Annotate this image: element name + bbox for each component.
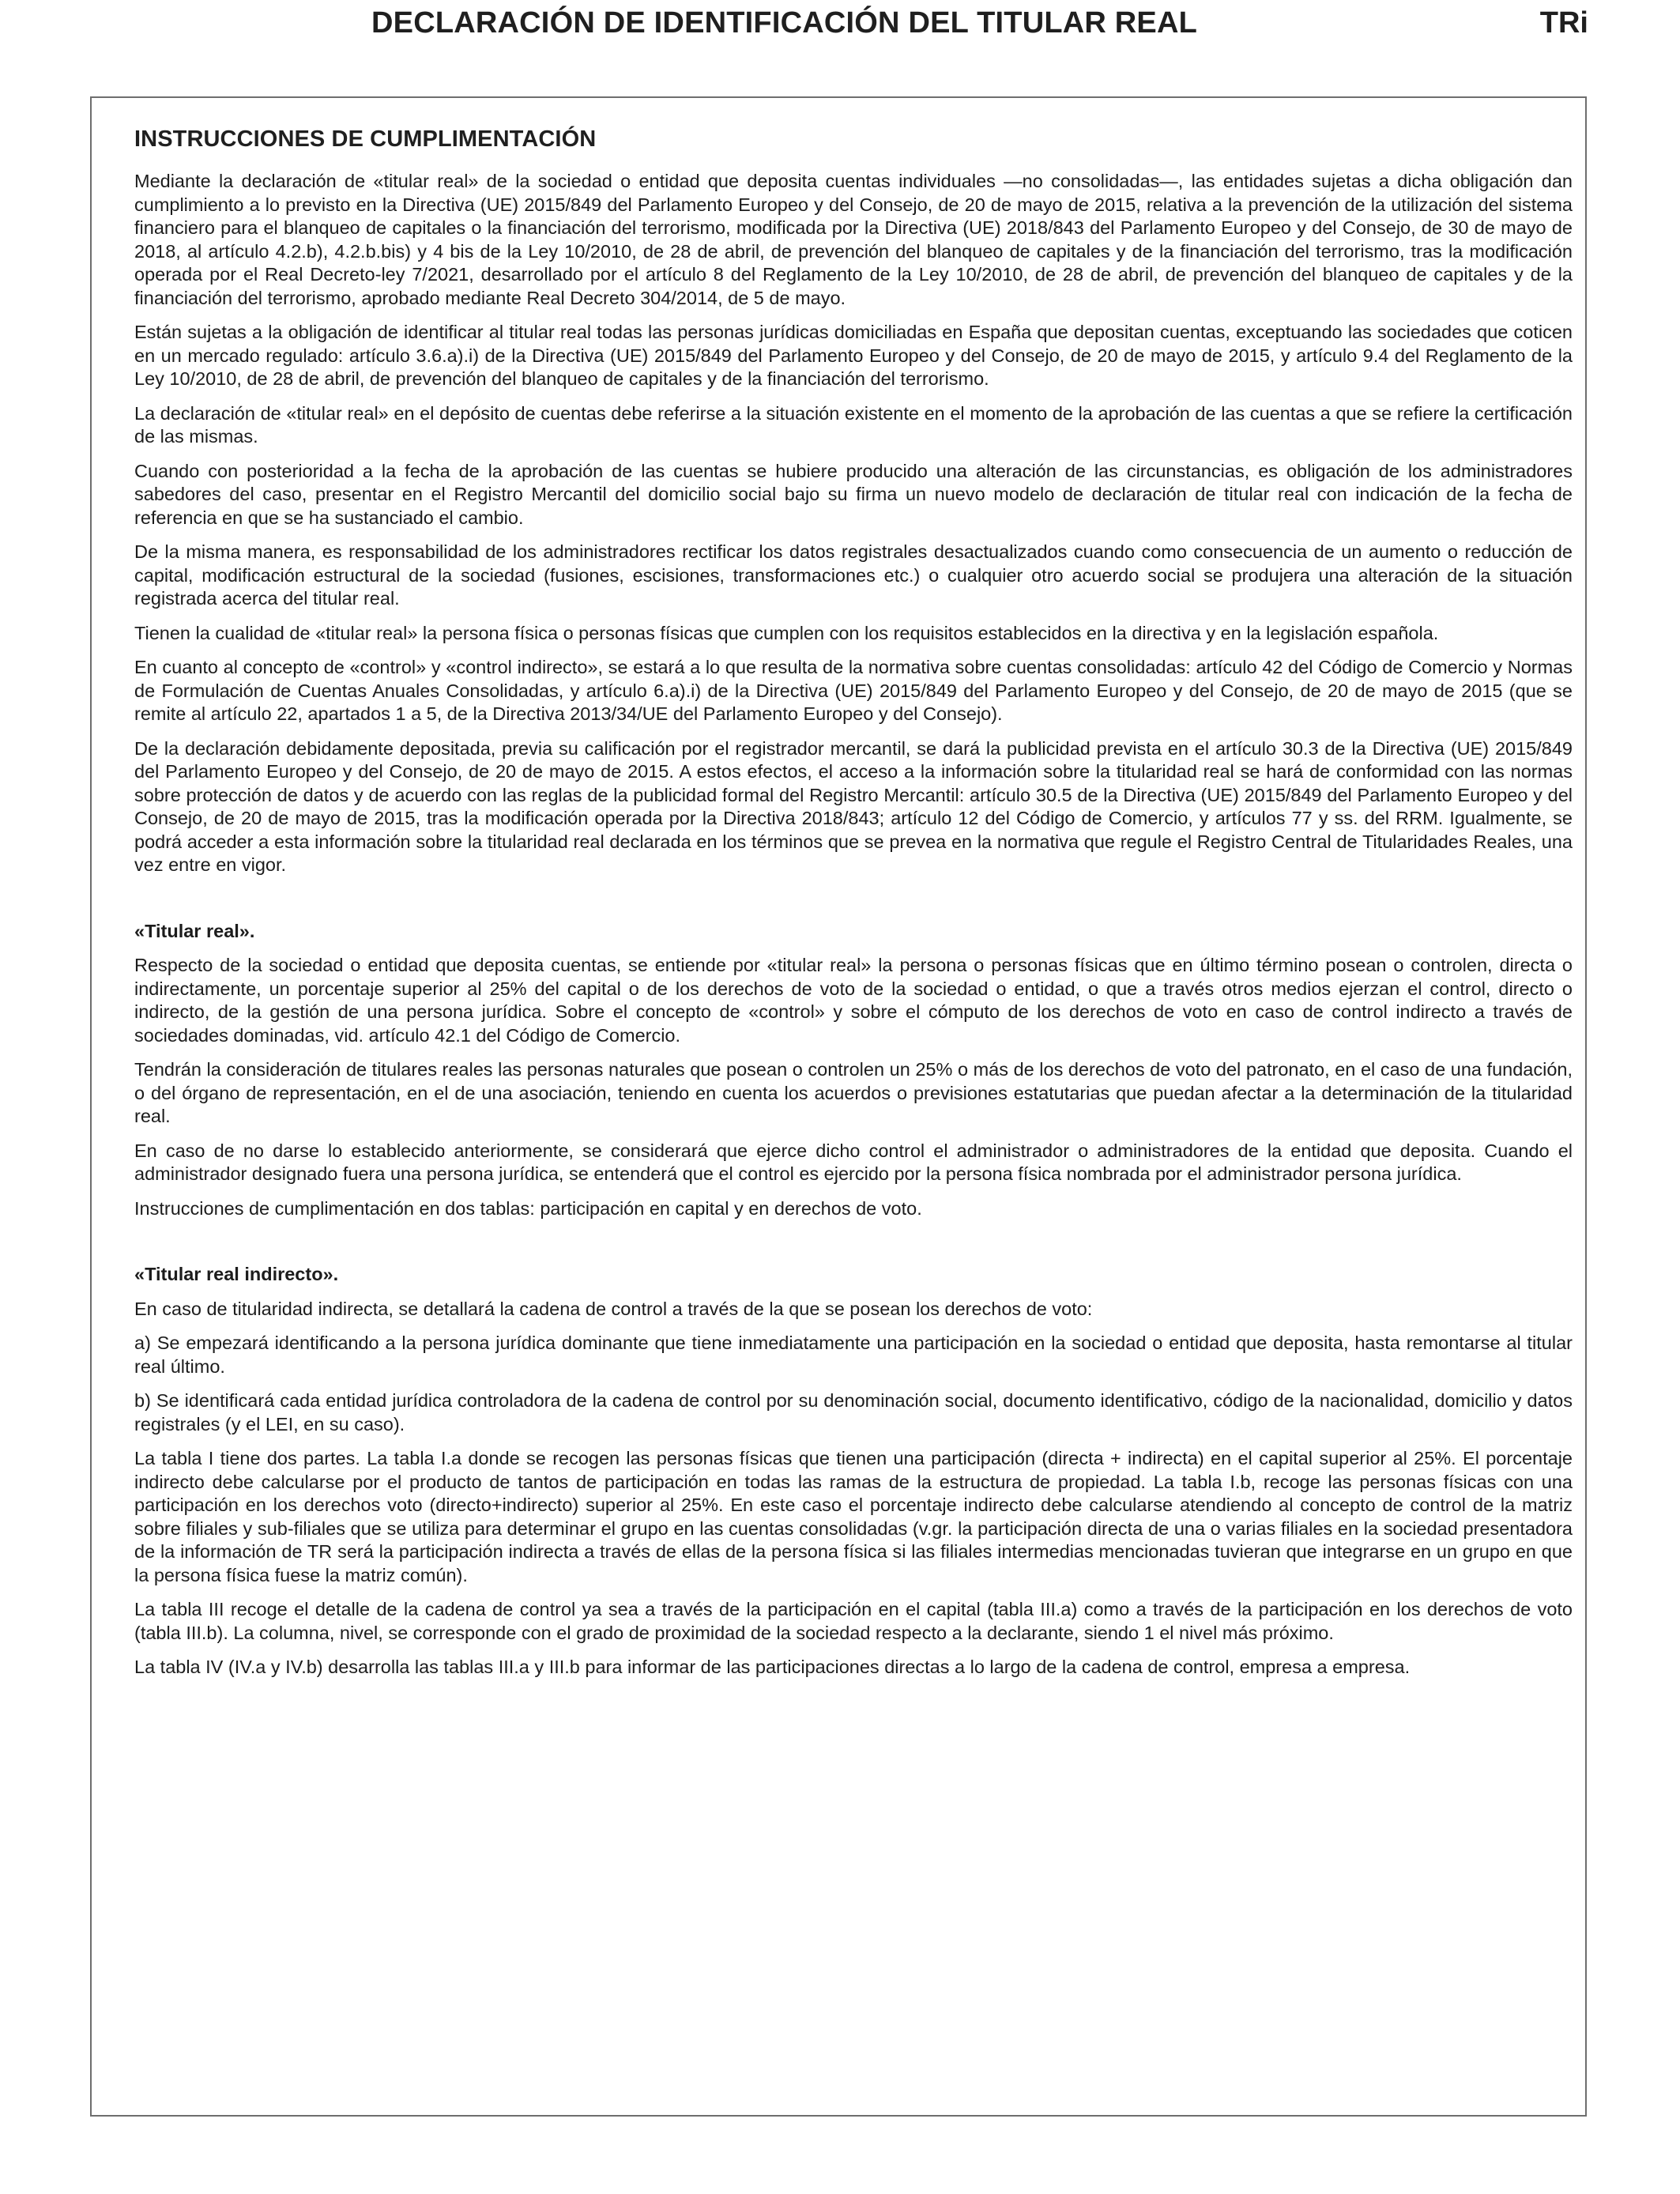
paragraph: Están sujetas a la obligación de identificar al titular real todas las personas jurídicas domiciliadas en España que depositan cuentas, exceptuando las sociedades que coticen en un mercado regulado: artículo 3.6.a).i) de la Directiva (UE) 2015/849 del Parlamento Europeo y del Consejo, de 20 de mayo de 2015, y artículo 9.4 del Reglamento de la Ley 10/2010, de 28 de abril, de prevención del blanqueo de capitales y de la financiación del terrorismo. [134,322,1573,389]
paragraph: En cuanto al concepto de «control» y «control indirecto», se estará a lo que resulta de la normativa sobre cuentas consolidadas: artículo 42 del Código de Comercio y Normas de Formulación de Cuentas Anuales Consolidadas, y artículo 6.a).i) de la Directiva (UE) 2015/849 del Parlamento Europeo y del Consejo, de 20 de mayo de 2015 (que se remite al artículo 22, apartados 1 a 5, de la Directiva 2013/34/UE del Parlamento Europeo y del Consejo). [134,657,1573,724]
paragraph: La tabla I tiene dos partes. La tabla I.a donde se recogen las personas físicas que tienen una participación (directa + indirecta) en el capital superior al 25%. El porcentaje indirecto debe calcularse por el producto de tantos de participación en todas las ramas de la estructura de propiedad. La tabla I.b, recoge las personas físicas con una participación en los derechos voto (directo+indirecto) superior al 25%. En este caso el porcentaje indirecto debe calcularse atendiendo al concepto de control de la matriz sobre filiales y sub-filiales que se utiliza para determinar el grupo en las cuentas consolidadas (v.gr. la participación directa de una o varias filiales en la sociedad presentadora de la información de TR será la participación indirecta a través de ellas de la persona física si las filiales intermedias mencionadas tuvieran que integrarse en un grupo en que la persona física fuese la matriz común). [134,1448,1573,1585]
paragraph: Tendrán la consideración de titulares reales las personas naturales que posean o controlen un 25% o más de los derechos de voto del patronato, en el caso de una fundación, o del órgano de representación, en el de una asociación, teniendo en cuenta los acuerdos o previsiones estatutarias que puedan afectar a la determinación de la titularidad real. [134,1059,1573,1126]
paragraph: Respecto de la sociedad o entidad que deposita cuentas, se entiende por «titular real» la persona o personas físicas que en último término posean o controlen, directa o indirectamente, un porcentaje superior al 25% del capital o de los derechos de voto de la sociedad o entidad, o que a través otros medios ejerzan el control, directo o indirecto, de la gestión de una persona jurídica. Sobre el concepto de «control» y sobre el cómputo de los derechos de voto en caso de control indirecto a través de sociedades dominadas, vid. artículo 42.1 del Código de Comercio. [134,955,1573,1046]
page-header [0,6,1680,54]
paragraph: La tabla IV (IV.a y IV.b) desarrolla las tablas III.a y III.b para informar de las participaciones directas a lo largo de la cadena de control, empresa a empresa. [134,1657,1411,1677]
paragraph: Mediante la declaración de «titular real» de la sociedad o entidad que deposita cuentas individuales —no consolidadas—, las entidades sujetas a dicha obligación dan cumplimiento a lo previsto en la Directiva (UE) 2015/849 del Parlamento Europeo y del Consejo, de 20 de mayo de 2015, relativa a la prevención de la utilización del sistema financiero para el blanqueo de capitales o la financiación del terrorismo, modificada por la Directiva (UE) 2018/843 del Parlamento Europeo y del Consejo, de 30 de mayo de 2018, al artículo 4.2.b), 4.2.b.bis) y 4 bis de la Ley 10/2010, de 28 de abril, de prevención del blanqueo de capitales y de la financiación del terrorismo, tras la modificación operada por el Real Decreto-ley 7/2021, desarrollado por el artículo 8 del Reglamento de la Ley 10/2010, de 28 de abril, de prevención del blanqueo de capitales y de la financiación del terrorismo, aprobado mediante Real Decreto 304/2014, de 5 de mayo. [134,171,1573,308]
section-heading: INSTRUCCIONES DE CUMPLIMENTACIÓN [134,126,597,152]
paragraph: De la misma manera, es responsabilidad de los administradores rectificar los datos registrales desactualizados cuando como consecuencia de un aumento o reducción de capital, modificación estructural de la sociedad (fusiones, escisiones, transformaciones etc.) o cualquier otro acuerdo social se produjera una alteración de la situación registrada acerca del titular real. [134,541,1573,609]
paragraph: b) Se identificará cada entidad jurídica controladora de la cadena de control por su denominación social, documento identificativo, código de la nacionalidad, domicilio y datos registrales (y el LEI, en su caso). [134,1390,1573,1434]
paragraph: a) Se empezará identificando a la persona jurídica dominante que tiene inmediatamente una participación en la sociedad o entidad que deposita, hasta remontarse al titular real último. [134,1333,1573,1377]
paragraph: Tienen la cualidad de «titular real» la persona física o personas físicas que cumplen con los requisitos establecidos en la directiva y en la legislación española. [134,622,1439,643]
paragraph: La tabla III recoge el detalle de la cadena de control ya sea a través de la participación en el capital (tabla III.a) como a través de la participación en los derechos de voto (tabla III.b). La columna, nivel, se corresponde con el grado de proximidad de la sociedad respecto a la declarante, siendo 1 el nivel más próximo. [134,1599,1573,1643]
paragraph: Instrucciones de cumplimentación en dos tablas: participación en capital y en derechos de voto. [134,1197,922,1219]
paragraph: En caso de no darse lo establecido anteriormente, se considerará que ejerce dicho control el administrador o administradores de la entidad que deposita. Cuando el administrador designado fuera una persona jurídica, se entenderá que el control es ejercido por la persona física nombrada por el administrador persona jurídica. [134,1140,1573,1184]
subsection-heading-titular-real: «Titular real». [134,920,255,941]
paragraph: En caso de titularidad indirecta, se detallará la cadena de control a través de la que se posean los derechos de voto: [134,1298,1093,1319]
paragraph: La declaración de «titular real» en el depósito de cuentas debe referirse a la situación existente en el momento de la aprobación de las cuentas a que se refiere la certificación de las mismas. [134,402,1573,447]
instructions-content [134,126,1573,1691]
page-title: DECLARACIÓN DE IDENTIFICACIÓN DEL TITULAR REAL [371,6,1198,40]
paragraph: Cuando con posterioridad a la fecha de la aprobación de las cuentas se hubiere producido una alteración de las circunstancias, es obligación de los administradores sabedores del caso, presentar en el Registro Mercantil del domicilio social bajo su firma un nuevo modelo de declaración de titular real con indicación de la fecha de referencia en que se ha sustanciado el cambio. [134,460,1573,528]
paragraph: De la declaración debidamente depositada, previa su calificación por el registrador mercantil, se dará la publicidad prevista en el artículo 30.3 de la Directiva (UE) 2015/849 del Parlamento Europeo y del Consejo, de 20 de mayo de 2015. A estos efectos, el acceso a la información sobre la titularidad real se hará de conformidad con las normas sobre protección de datos y de acuerdo con las reglas de la publicidad formal del Registro Mercantil: artículo 30.5 de la Directiva (UE) 2015/849 del Parlamento Europeo y del Consejo, de 20 de mayo de 2015, tras la modificación operada por la Directiva 2018/843; artículo 12 del Código de Comercio, y artículos 77 y ss. del RRM. Igualmente, se podrá acceder a esta información sobre la titularidad real declarada en los términos que se prevea en la normativa que regule el Registro Central de Titularidades Reales, una vez entre en vigor. [134,737,1573,875]
subsection-heading-titular-real-indirecto: «Titular real indirecto». [134,1264,339,1284]
form-code: TRi [1539,6,1588,40]
